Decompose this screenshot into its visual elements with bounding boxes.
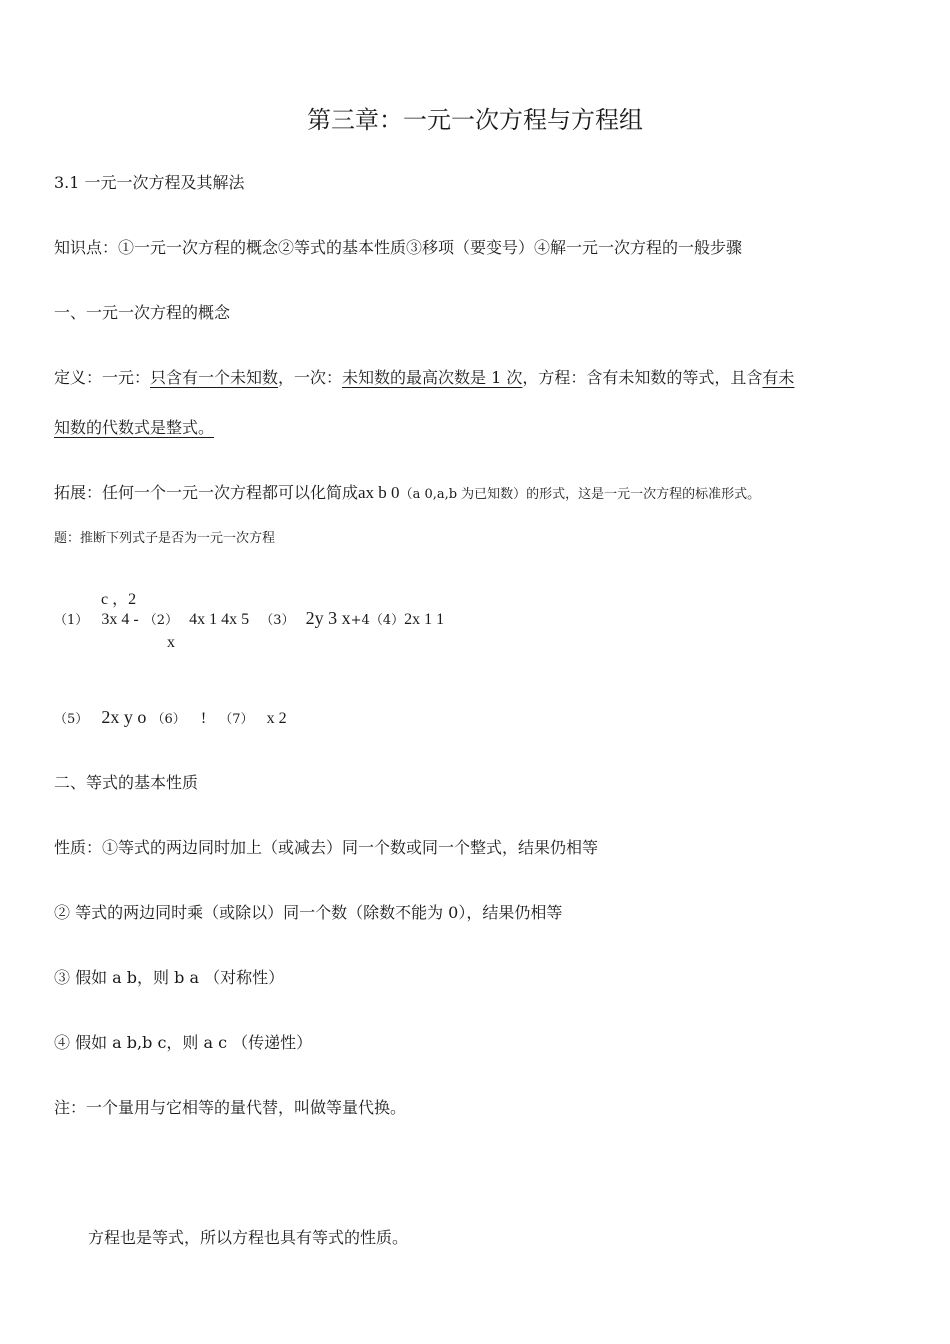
extension-label: 拓展：任何一个一元一次方程都可以化简成 — [54, 483, 359, 502]
property-3: ③ 假如 a b，则 b a （对称性） — [54, 968, 285, 987]
definition-mid-2: ，方程：含有未知数的等式，且含 — [522, 368, 763, 387]
exercise-4-label: （4） — [369, 613, 405, 628]
definition-underline-3b: 知数的代数式是整式。 — [54, 418, 215, 437]
page-title: 第三章：一元一次方程与方程组 — [307, 106, 643, 134]
exercise-5-label: （5） — [54, 712, 89, 727]
definition-line-2 — [54, 418, 214, 438]
extension — [54, 483, 760, 505]
definition-underline-1: 只含有一个未知数 — [150, 368, 279, 387]
exercise-3-extra: +4 — [350, 613, 370, 628]
heading-properties: 二、等式的基本性质 — [54, 773, 199, 792]
exercise-subscript: x — [167, 634, 175, 651]
exercise-7-label: （7） — [219, 712, 254, 727]
exercise-5-expr: 2x y o — [101, 707, 147, 727]
exercise-2-expr: 4x 1 4x 5 — [189, 611, 250, 628]
closing-statement: 方程也是等式，所以方程也具有等式的性质。 — [88, 1228, 409, 1247]
definition-line-1 — [54, 368, 794, 388]
exercise-6-label: （6） — [151, 712, 186, 727]
knowledge-points: 知识点：①一元一次方程的概念②等式的基本性质③移项（要变号）④解一元一次方程的一般步骤 — [54, 238, 743, 257]
property-4: ④ 假如 a b,b c，则 a c （传递性） — [54, 1033, 313, 1052]
extension-condition: （a 0,a,b 为已知数）的形式，这是一元一次方程的标准形式。 — [399, 487, 761, 502]
exercise-2-label: （2） — [143, 613, 179, 628]
section-heading: 3.1 一元一次方程及其解法 — [54, 173, 245, 192]
exercise-7-expr: x 2 — [266, 710, 287, 727]
exercise-3-label: （3） — [260, 613, 295, 628]
exercise-1-label: （1） — [54, 613, 89, 628]
exercise-superscript: c ，2 — [101, 591, 137, 608]
definition-underline-3a: 有未 — [762, 368, 795, 387]
exercise-3-expr: 2y 3 x — [305, 608, 351, 628]
exercise-4-expr: 2x 1 1 — [404, 611, 445, 628]
exercise-row-1 — [54, 608, 444, 631]
definition-underline-2: 未知数的最高次数是 1 次 — [342, 368, 523, 387]
exercise-6-expr: ! — [200, 710, 207, 727]
heading-concept: 一、一元一次方程的概念 — [54, 303, 231, 322]
exercise-1-expr: 3x 4 - — [101, 611, 139, 628]
property-2: ② 等式的两边同时乘（或除以）同一个数（除数不能为 0），结果仍相等 — [54, 903, 563, 922]
definition-prefix: 定义：一元： — [54, 368, 151, 387]
exercise-prompt: 题：推断下列式子是否为一元一次方程 — [54, 531, 276, 546]
property-1: 性质：①等式的两边同时加上（或减去）同一个数或同一个整式，结果仍相等 — [54, 838, 599, 857]
extension-formula: ax b 0 — [358, 483, 400, 502]
note: 注：一个量用与它相等的量代替，叫做等量代换。 — [54, 1098, 407, 1117]
definition-mid-1: ，一次： — [278, 368, 343, 387]
exercise-row-2 — [54, 707, 287, 730]
